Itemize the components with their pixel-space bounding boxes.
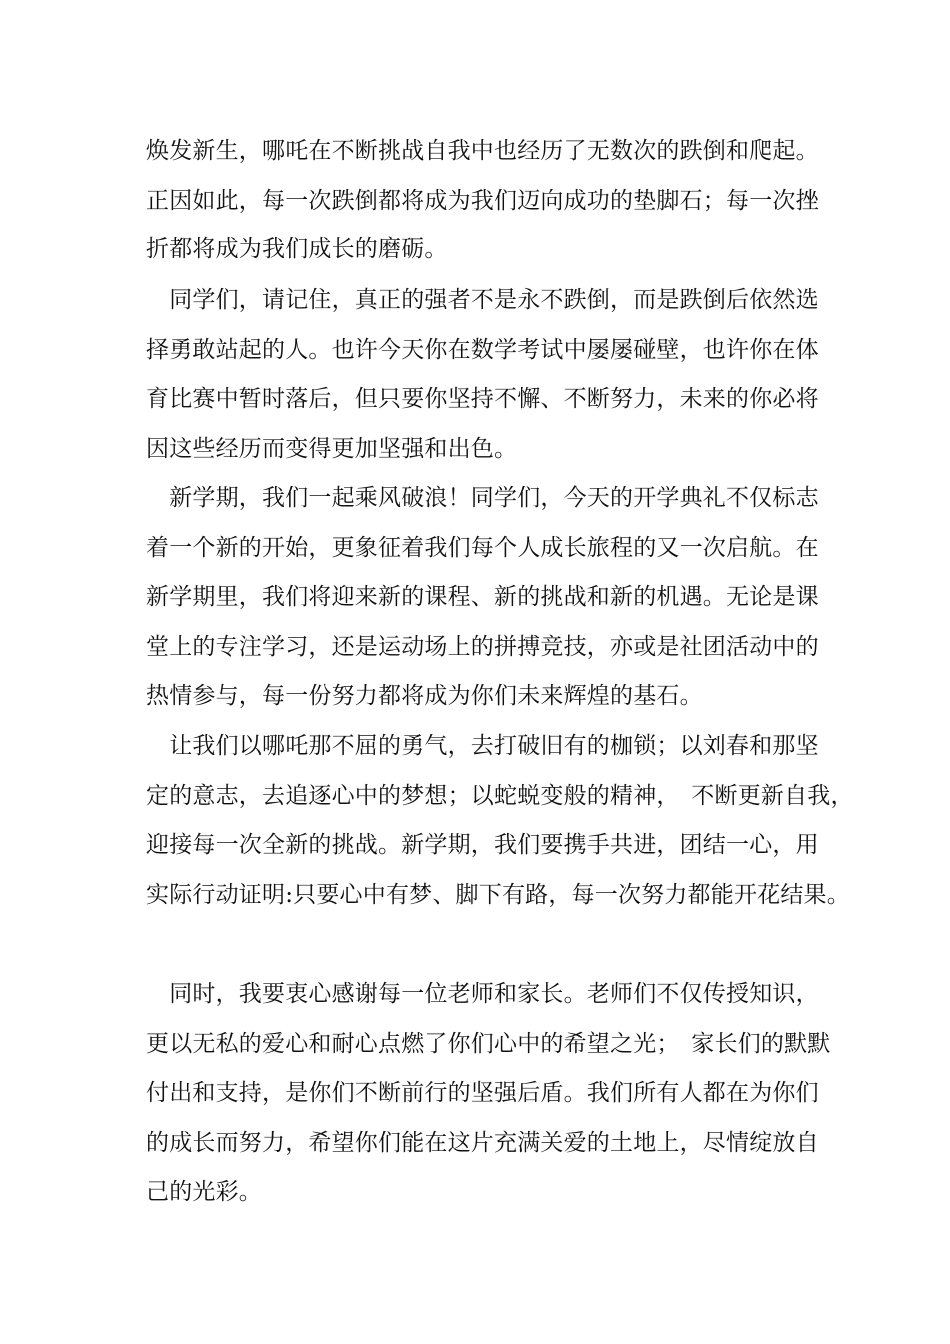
text-line: 折都将成为我们成长的磨砺。 (146, 236, 448, 262)
text-line: 的成长而努力，希望你们能在这片充满关爱的土地上，尽情绽放自 (146, 1130, 819, 1156)
text-line: 实际行动证明:只要心中有梦、脚下有路，每一次努力都能开花结果。 (146, 882, 850, 908)
text-line: 定的意志，去追逐心中的梦想；以蛇蜕变般的精神， 不断更新自我， (146, 783, 854, 809)
text-line: 让我们以哪吒那不屈的勇气，去打破旧有的枷锁；以刘春和那坚 (146, 733, 819, 759)
text-line: 育比赛中暂时落后，但只要你坚持不懈、不断努力，未来的你必将 (146, 386, 819, 412)
text-line: 迎接每一次全新的挑战。新学期，我们要携手共进，团结一心，用 (146, 832, 819, 858)
text-line: 更以无私的爱心和耐心点燃了你们心中的希望之光； 家长们的默默 (146, 1031, 831, 1057)
text-line: 己的光彩。 (146, 1179, 262, 1205)
text-line: 新学期，我们一起乘风破浪！同学们，今天的开学典礼不仅标志 (146, 485, 819, 511)
text-line: 择勇敢站起的人。也许今天你在数学考试中屡屡碰壁，也许你在体 (146, 337, 819, 363)
text-line: 热情参与，每一份努力都将成为你们未来辉煌的基石。 (146, 683, 703, 709)
text-line: 正因如此，每一次跌倒都将成为我们迈向成功的垫脚石；每一次挫 (146, 188, 819, 214)
text-line: 堂上的专注学习，还是运动场上的拼搏竞技，亦或是社团活动中的 (146, 634, 819, 660)
text-line: 因这些经历而变得更加坚强和出色。 (146, 436, 518, 462)
text-line: 新学期里，我们将迎来新的课程、新的挑战和新的机遇。无论是课 (146, 584, 819, 610)
text-line: 着一个新的开始，更象征着我们每个人成长旅程的又一次启航。在 (146, 535, 819, 561)
text-line: 焕发新生，哪吒在不断挑战自我中也经历了无数次的跌倒和爬起。 (146, 138, 819, 164)
text-line: 付出和支持，是你们不断前行的坚强后盾。我们所有人都在为你们 (146, 1080, 819, 1106)
text-line: 同时，我要衷心感谢每一位老师和家长。老师们不仅传授知识， (146, 981, 819, 1007)
text-line: 同学们，请记住，真正的强者不是永不跌倒，而是跌倒后依然选 (146, 287, 819, 313)
